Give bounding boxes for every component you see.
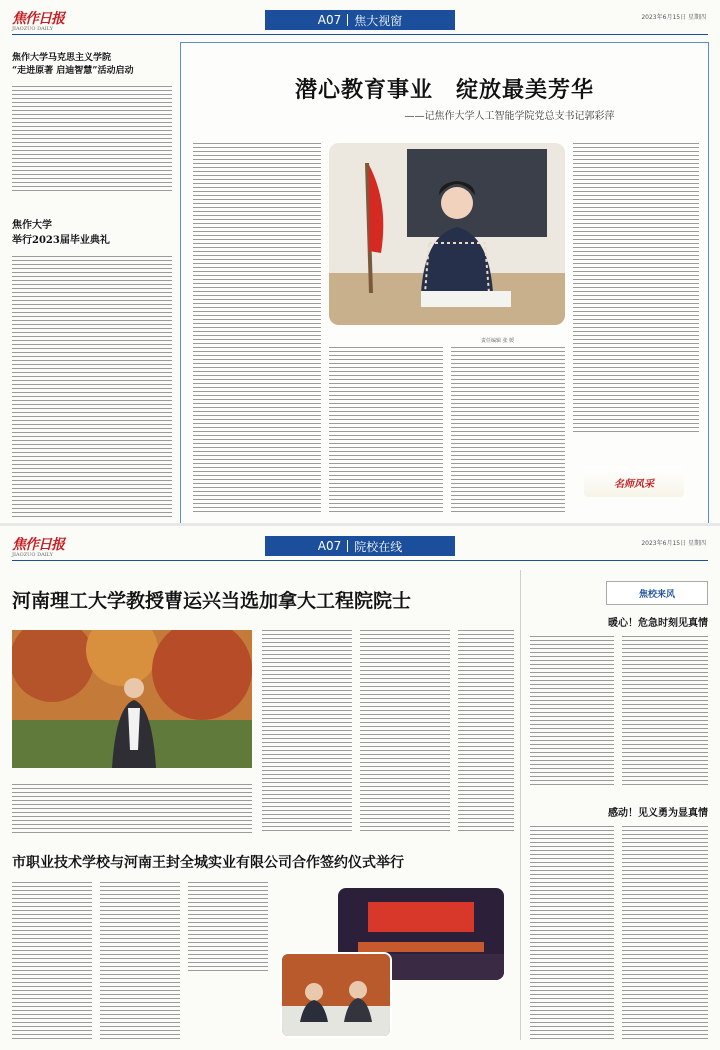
section-name: 院校在线 [354,539,403,554]
side-article-1-col1 [530,636,614,786]
side-article-2-col1 [530,826,614,1042]
section-band [265,536,455,556]
section-code: A07 [317,539,342,553]
title-line: “走进原著 启迪智慧”活动启动 [12,66,134,76]
left-article-2-body [12,256,172,518]
logo-subtext: JIAOZUO DAILY [12,26,53,32]
logo-text: 焦作日报 [12,537,64,553]
feature-subtitle: ——记焦作大学人工智能学院党总支书记郭彩萍 [404,111,615,122]
column-divider [520,570,521,1040]
logo-subtext: JIAOZUO DAILY [12,552,53,558]
side-article-2-col2 [622,826,708,1042]
section-band [265,10,455,30]
title-line: 焦作大学马克思主义学院 [12,53,112,63]
headline2-body-col3 [188,882,268,972]
issue-date: 2023年6月15日 星期四 [641,14,706,21]
left-article-1-body [12,86,172,192]
photo-credit: 责任编辑 张 媛 [481,338,515,344]
headline1-body-col2 [262,630,352,834]
headline2-body-col2 [100,882,180,1042]
title-line: 举行2023届毕业典礼 [12,235,110,246]
issue-date: 2023年6月15日 星期四 [641,540,706,547]
professor-photo-illustration [12,630,252,768]
headline-signing-ceremony: 市职业技术学校与河南王封全城实业有限公司合作签约仪式举行 [12,855,404,871]
feature-title: 潜心教育事业 绽放最美芳华 [294,77,594,103]
side-article-2-title: 感动！见义勇为显真情 [608,808,708,819]
headline1-body-left [12,784,252,834]
logo-text: 焦作日报 [12,11,64,27]
newspaper-page-top [0,0,720,524]
header-rule [12,34,708,35]
headline2-body-col1 [12,882,92,1042]
header-rule [12,560,708,561]
teacher-photo [329,143,565,325]
left-article-1-title [12,52,172,78]
newspaper-page-bottom [0,526,720,1050]
section-name: 焦大视窗 [354,13,403,28]
newspaper-logo [12,534,64,558]
title-line: 焦作大学 [12,220,52,231]
feature-article-box [180,42,709,524]
section-code: A07 [317,13,342,27]
band-divider [347,540,348,552]
side-column-badge: 焦校来风 [606,581,708,605]
signing-photo-illustration [282,954,390,1036]
feature-col-4 [573,143,699,433]
left-article-2-title [12,218,172,248]
newspaper-logo [12,8,64,32]
photo-credit-bottom [410,992,415,999]
professor-photo [12,630,252,768]
band-divider [347,14,348,26]
headline-cao-yunxing: 河南理工大学教授曹运兴当选加拿大工程院院士 [12,590,412,612]
headline1-body-col4 [458,630,514,834]
feature-col-1 [193,143,321,513]
signing-photo [280,952,392,1038]
teacher-photo-illustration [329,143,565,325]
feature-col-3 [451,347,565,513]
column-badge: 名师风采 [584,467,684,497]
side-article-1-title: 暖心！危急时刻见真情 [608,618,708,629]
side-article-1-col2 [622,636,708,786]
feature-col-2 [329,347,443,513]
headline1-body-col3 [360,630,450,834]
